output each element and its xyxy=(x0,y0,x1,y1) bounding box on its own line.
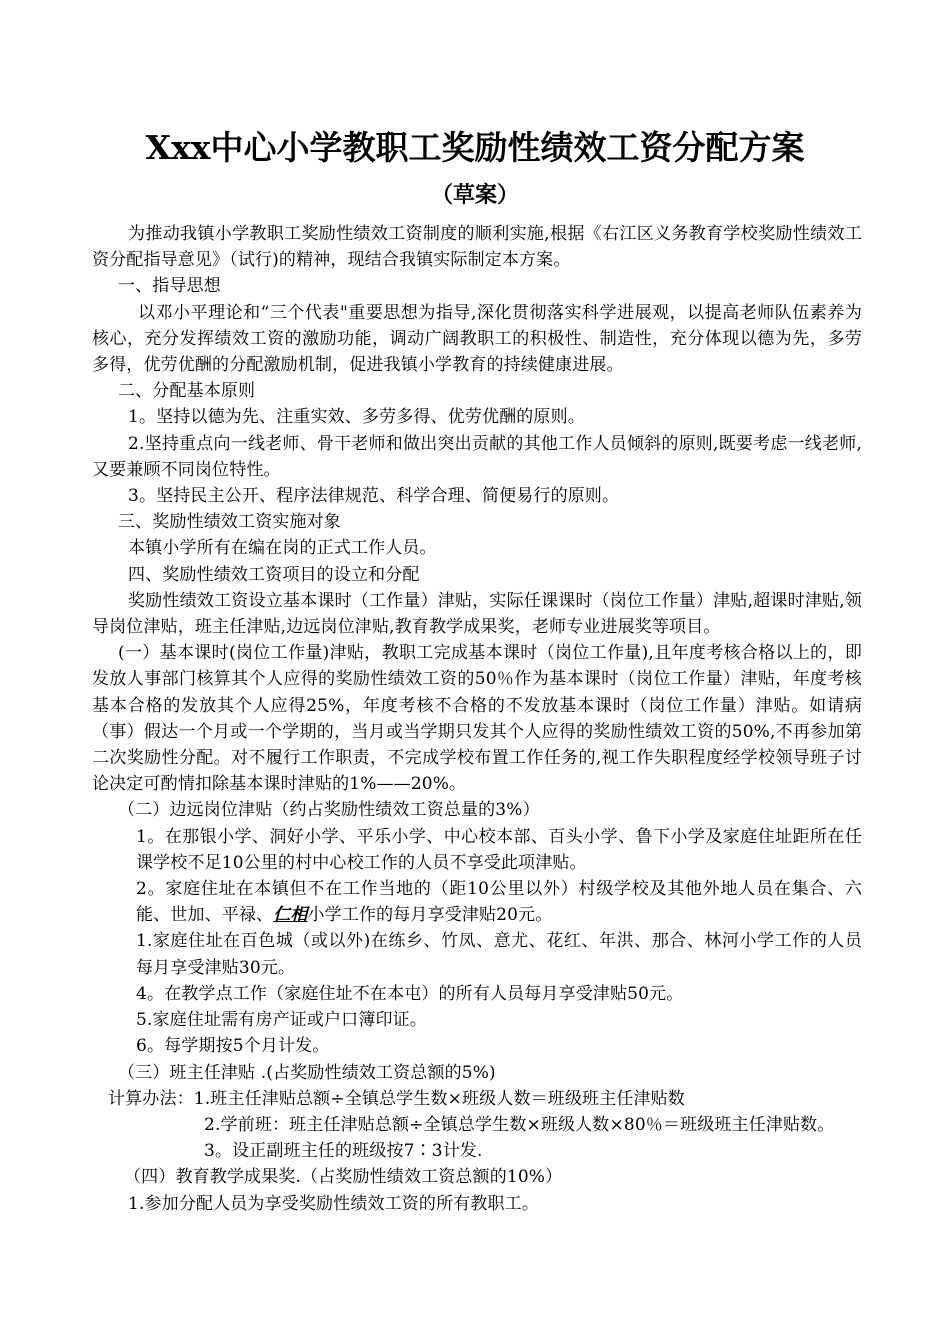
document-subtitle: （草案） xyxy=(430,182,519,208)
subsection-2-heading: （二）边远岗位津贴（约占奖励性绩效工资总量的3%） xyxy=(118,800,540,821)
document-title: Xxx中心小学教职工奖励性绩效工资分配方案 xyxy=(145,128,805,167)
section-2-item-3: 3。坚持民主公开、程序法律规范、科学合理、简便易行的原则。 xyxy=(128,486,620,507)
section-2-heading: 二、分配基本原则 xyxy=(118,381,256,402)
subsection-4-item-1: 1.参加分配人员为享受奖励性绩效工资的所有教职工。 xyxy=(128,1193,539,1214)
subsection-2-item-6: 6。每学期按5个月计发。 xyxy=(136,1036,330,1057)
section-2-item-2: 2.坚持重点向一线老师、骨干老师和做出突出贡献的其他工作人员倾斜的原则,既要考虑一线老师,又要兼顾不同岗位特性。 xyxy=(92,433,862,480)
intro-paragraph: 为推动我镇小学教职工奖励性绩效工资制度的顺利实施,根据《右江区义务教育学校奖励性绩效工资分配指导意见》（试行)的精神，现结合我镇实际制定本方案。 xyxy=(92,224,862,271)
subsection-2-item-1: 1。在那银小学、洞好小学、平乐小学、中心校本部、百头小学、鲁下小学及家庭住址距所在任课学校不足10公里的村中心校工作的人员不享受此项津贴。 xyxy=(136,826,862,873)
section-4-heading: 四、奖励性绩效工资项目的设立和分配 xyxy=(128,564,420,585)
section-3-heading: 三、奖励性绩效工资实施对象 xyxy=(118,512,341,533)
section-4-text: 奖励性绩效工资设立基本课时（工作量）津贴，实际任课课时（岗位工作量）津贴,超课时津贴,领导岗位津贴，班主任津贴,边远岗位津贴,教育教学成果奖，老师专业进展奖等项目。 xyxy=(92,590,862,638)
subsection-2-item-4: 4。在教学点工作（家庭住址不在本屯）的所有人员每月享受津贴50元。 xyxy=(136,983,684,1004)
subsection-4-heading: （四）教育教学成果奖.（占奖励性绩效工资总额的10%） xyxy=(124,1167,563,1188)
subsection-3-heading: （三）班主任津贴 .(占奖励性绩效工资总额的5%) xyxy=(118,1062,496,1083)
subsection-3-calc-2: 2.学前班：班主任津贴总额÷全镇总学生数×班级人数×80％＝班级班主任津贴数。 xyxy=(204,1114,835,1135)
section-2-item-1: 1。坚持以德为先、注重实效、多劳多得、优劳优酬的原则。 xyxy=(128,407,585,428)
subsection-2-item-2-place: 仁相 xyxy=(273,905,308,926)
subsection-3-calc-3: 3。设正副班主任的班级按7∶3计发. xyxy=(204,1141,483,1162)
section-1-heading: 一、指导思想 xyxy=(118,276,221,297)
section-3-text: 本镇小学所有在编在岗的正式工作人员。 xyxy=(128,538,437,559)
subsection-2-item-2-text-a: 2。家庭住址在本镇但不在工作当地的（距10公里以外）村级学校及其他外地人员在集合、六能、世加、平禄、 xyxy=(136,879,862,926)
subsection-2-item-5: 5.家庭住址需有房产证或户口簿印证。 xyxy=(136,1010,427,1031)
subsection-2-item-2-text-c: 小学工作的每月享受津贴20元。 xyxy=(307,905,553,926)
document-body xyxy=(92,221,862,1217)
subsection-2-item-3: 1.家庭住址在百色城（或以外)在练乡、竹凤、意尤、花红、年洪、那合、林河小学工作的人员每月享受津贴30元。 xyxy=(136,931,862,978)
section-1-text: 以邓小平理论和“三个代表"重要思想为指导,深化贯彻落实科学进展观，以提高老师队伍素养为核心，充分发挥绩效工资的激励功能，调动广阔教职工的积极性、制造性，充分体现以德为先，多劳多得，优劳优酬的分配激励机制，促进我镇小学教育的持续健康进展。 xyxy=(92,302,862,376)
subsection-2-item-2 xyxy=(92,876,862,928)
subsection-3-calc-1: 计算办法：1.班主任津贴总额÷全镇总学生数×班级人数＝班级班主任津贴数 xyxy=(108,1088,685,1109)
subsection-1-text: (一）基本课时(岗位工作量)津贴，教职工完成基本课时（岗位工作量),且年度考核合格以上的，即发放人事部门核算其个人应得的奖励性绩效工资的50％作为基本课时（岗位工作量）津贴，年度考核基本合格的发放其个人应得25%，年度考核不合格的不发放基本课时（岗位工作量）津贴。如请病（事）假达一个月或一个学期的，当月或当学期只发其个人应得的奖励性绩效工资的50%,不再参加第二次奖励性分配。对不履行工作职责，不完成学校布置工作任务的,视工作失职程度经学校领导班子讨论决定可酌情扣除基本课时津贴的1%——20%。 xyxy=(92,643,862,795)
